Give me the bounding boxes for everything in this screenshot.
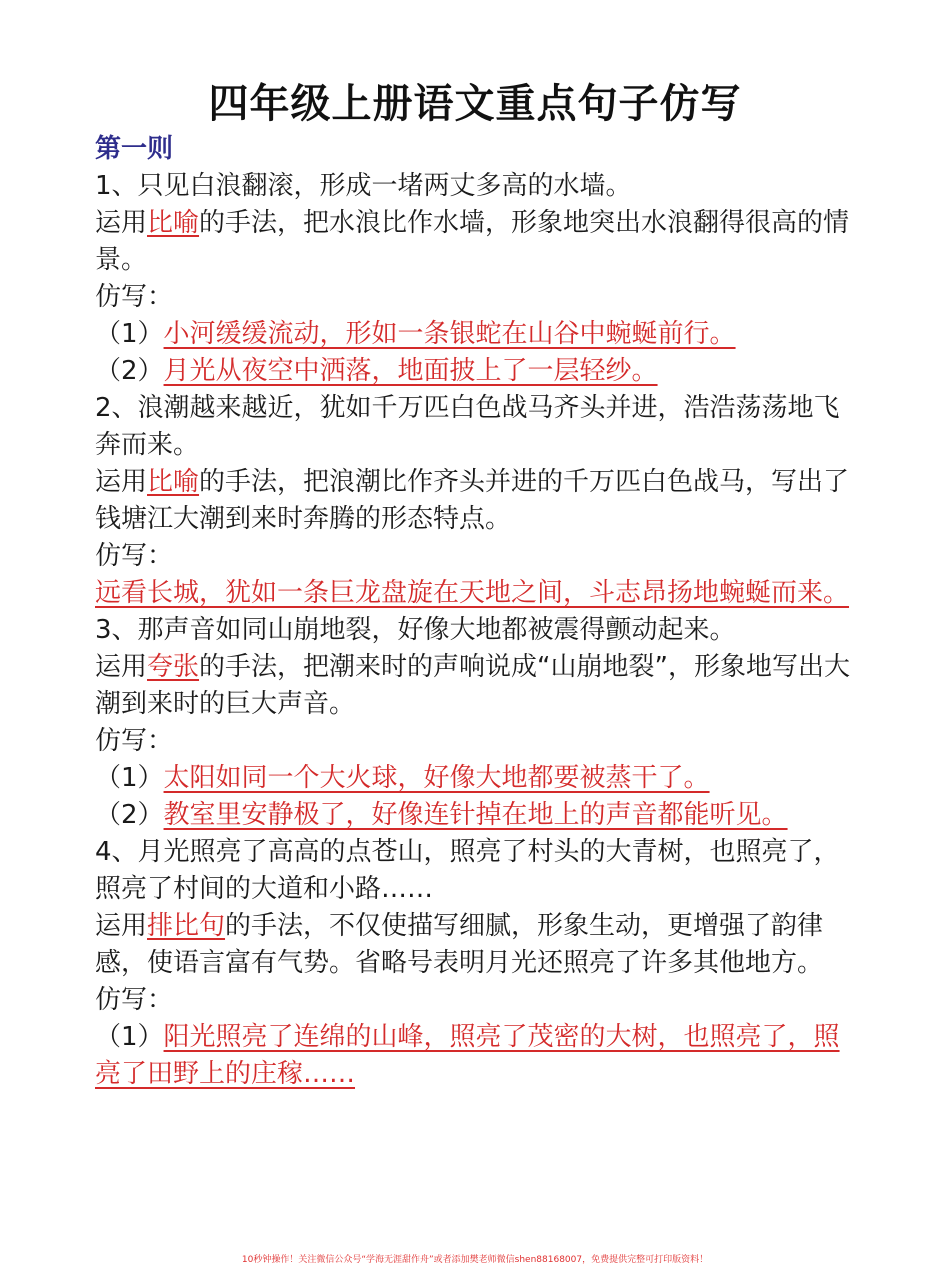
sentence-3: 3、那声音如同山崩地裂，好像大地都被震得颤动起来。	[95, 615, 736, 645]
sentence-1: 1、只见白浪翻滚，形成一堵两丈多高的水墙。	[95, 171, 632, 201]
answer-2: 远看长城，犹如一条巨龙盘旋在天地之间，斗志昂扬地蜿蜒而来。	[95, 578, 850, 608]
page-title: 四年级上册语文重点句子仿写	[208, 81, 742, 127]
keyword-1: 比喻	[147, 208, 200, 238]
analysis-1: 运用比喻的手法，把水浪比作水墙，形象地突出水浪翻得很高的情景。	[95, 208, 850, 275]
analysis-2: 运用比喻的手法，把浪潮比作齐头并进的千万匹白色战马，写出了钱塘江大潮到来时奔腾的形态特点。	[95, 467, 850, 534]
imitate-label-1: 仿写：	[95, 282, 174, 312]
section-heading: 第一则	[95, 134, 174, 164]
analysis-4: 运用排比句的手法，不仅使描写细腻，形象生动，更增强了韵律感，使语言富有气势。省略号表明月光还照亮了许多其他地方。	[95, 911, 824, 978]
answer-3-2: （2）教室里安静极了，好像连针掉在地上的声音都能听见。	[95, 800, 788, 830]
sentence-4: 4、月光照亮了高高的点苍山，照亮了村头的大青树，也照亮了，照亮了村间的大道和小路……	[95, 837, 840, 904]
answer-1-2: （2）月光从夜空中洒落，地面披上了一层轻纱。	[95, 356, 658, 386]
imitate-label-4: 仿写：	[95, 985, 174, 1015]
analysis-3: 运用夸张的手法，把潮来时的声响说成“山崩地裂”，形象地写出大潮到来时的巨大声音。	[95, 652, 850, 719]
answer-1-1: （1）小河缓缓流动，形如一条银蛇在山谷中蜿蜒前行。	[95, 319, 736, 349]
imitate-label-3: 仿写：	[95, 726, 174, 756]
footer-notice: 10秒钟操作！关注微信公众号“学海无涯甜作舟”或者添加樊老师微信shen88168007，免费提供完整可打印版资料！	[241, 1255, 709, 1265]
content-body	[95, 168, 865, 1093]
keyword-3: 夸张	[147, 652, 200, 682]
answer-4-1: （1）阳光照亮了连绵的山峰，照亮了茂密的大树，也照亮了，照亮了田野上的庄稼……	[95, 1022, 840, 1089]
answer-3-1: （1）太阳如同一个大火球，好像大地都要被蒸干了。	[95, 763, 710, 793]
sentence-2: 2、浪潮越来越近，犹如千万匹白色战马齐头并进，浩浩荡荡地飞奔而来。	[95, 393, 840, 460]
keyword-2: 比喻	[147, 467, 200, 497]
keyword-4: 排比句	[147, 911, 226, 941]
imitate-label-2: 仿写：	[95, 541, 174, 571]
